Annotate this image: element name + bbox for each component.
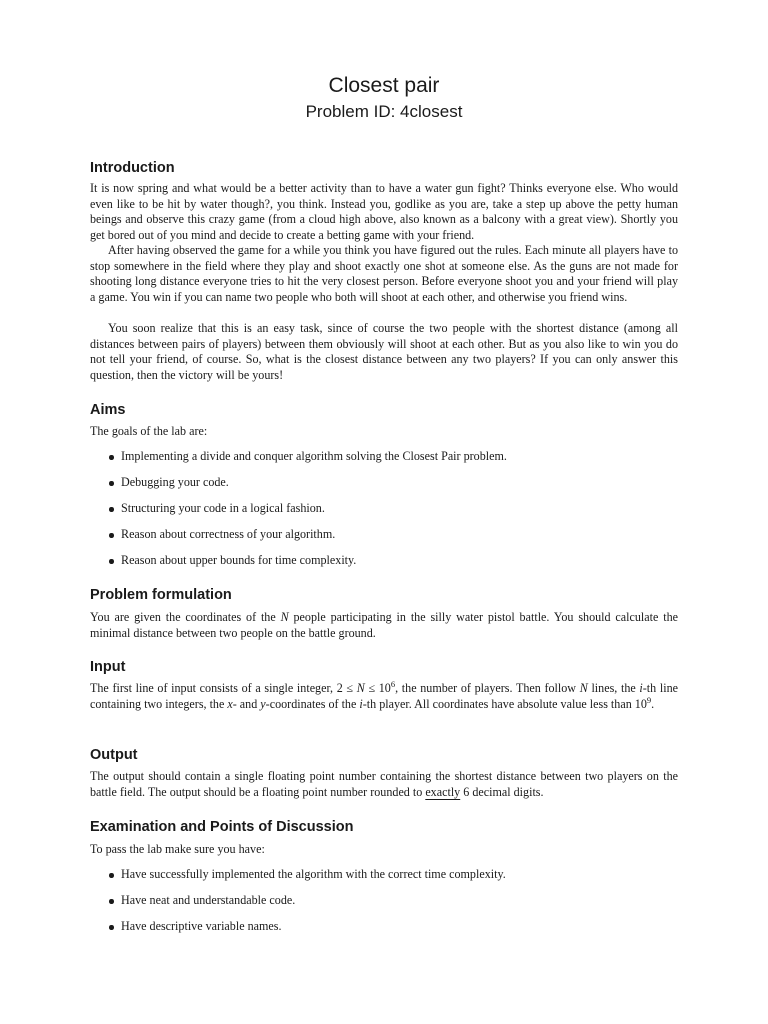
introduction-paragraph-1: It is now spring and what would be a better activity than to have a water gun fight? Thinks everyone else. Who would even like to be hit by water though?, you think. Instead you, godlike as you are, take a step up above the petty human beings and observe this crazy game (from a cloud high above, also known as a balcony with a great view). Shortly you get bored out of you mind and decide to create a betting game with your friend. xyxy=(90,181,678,242)
page-title: Closest pair xyxy=(328,74,440,97)
bullet-icon xyxy=(109,559,114,564)
exactly-underlined-text: exactly xyxy=(425,784,461,799)
input-text: The first line of input consists of a single integer, $2 \le N \le 10^6$, the number of players. Then follow N lines, the i-th line containing two integers, the x- and y-coordinates of the i-th player. All coordinates have absolute value less than $10^9$. xyxy=(90,679,679,711)
bullet-icon xyxy=(109,455,114,460)
output-text: The output should contain a single floating point number containing the shortest distance between two players on the battle field. The output should be a floating point number rounded to exactly 6 decimal digits. xyxy=(90,769,678,799)
introduction-heading: Introduction xyxy=(90,160,175,176)
bullet-icon xyxy=(109,899,114,904)
list-item: Have neat and understandable code. xyxy=(90,893,678,919)
examination-list xyxy=(90,867,678,945)
examination-intro: To pass the lab make sure you have: xyxy=(90,842,265,856)
bullet-icon xyxy=(109,481,114,486)
problem-formulation-text: You are given the coordinates of the N people participating in the silly water pistol battle. You should calculate the minimal distance between two people on the battle ground. xyxy=(90,610,679,640)
aims-list xyxy=(90,449,678,579)
aims-heading: Aims xyxy=(90,402,126,418)
examination-heading: Examination and Points of Discussion xyxy=(90,819,354,835)
list-item: Reason about upper bounds for time complexity. xyxy=(90,553,678,579)
input-heading: Input xyxy=(90,659,126,675)
list-item: Structuring your code in a logical fashion. xyxy=(90,501,678,527)
bullet-icon xyxy=(109,925,114,930)
aims-intro: The goals of the lab are: xyxy=(90,424,208,438)
bullet-icon xyxy=(109,507,114,512)
list-item: Have successfully implemented the algorithm with the correct time complexity. xyxy=(90,867,678,893)
list-item: Have descriptive variable names. xyxy=(90,919,678,945)
output-heading: Output xyxy=(90,747,138,763)
bullet-icon xyxy=(109,873,114,878)
problem-id-subtitle: Problem ID: 4closest xyxy=(305,102,463,121)
list-item: Implementing a divide and conquer algorithm solving the Closest Pair problem. xyxy=(90,449,678,475)
introduction-paragraph-3: You soon realize that this is an easy task, since of course the two people with the shortest distance (among all distances between pairs of players) between them obviously will shoot at each other. But as you also like to win you do not tell your friend, of course. So, what is the closest distance between any two players? If you can only answer this question, then the victory will be yours! xyxy=(90,321,678,382)
problem-formulation-heading: Problem formulation xyxy=(90,587,232,603)
list-item: Reason about correctness of your algorithm. xyxy=(90,527,678,553)
list-item: Debugging your code. xyxy=(90,475,678,501)
bullet-icon xyxy=(109,533,114,538)
introduction-paragraph-2: After having observed the game for a while you think you have figured out the rules. Each minute all players have to stop somewhere in the field where they play and shoot exactly one shot at someone else. As the guns are not made for shooting long distance everyone tries to hit the very closest person. Before everyone shoot you and your friend will play a game. You win if you can name two people who both will shoot at each other, and otherwise you friend wins. xyxy=(90,243,678,304)
